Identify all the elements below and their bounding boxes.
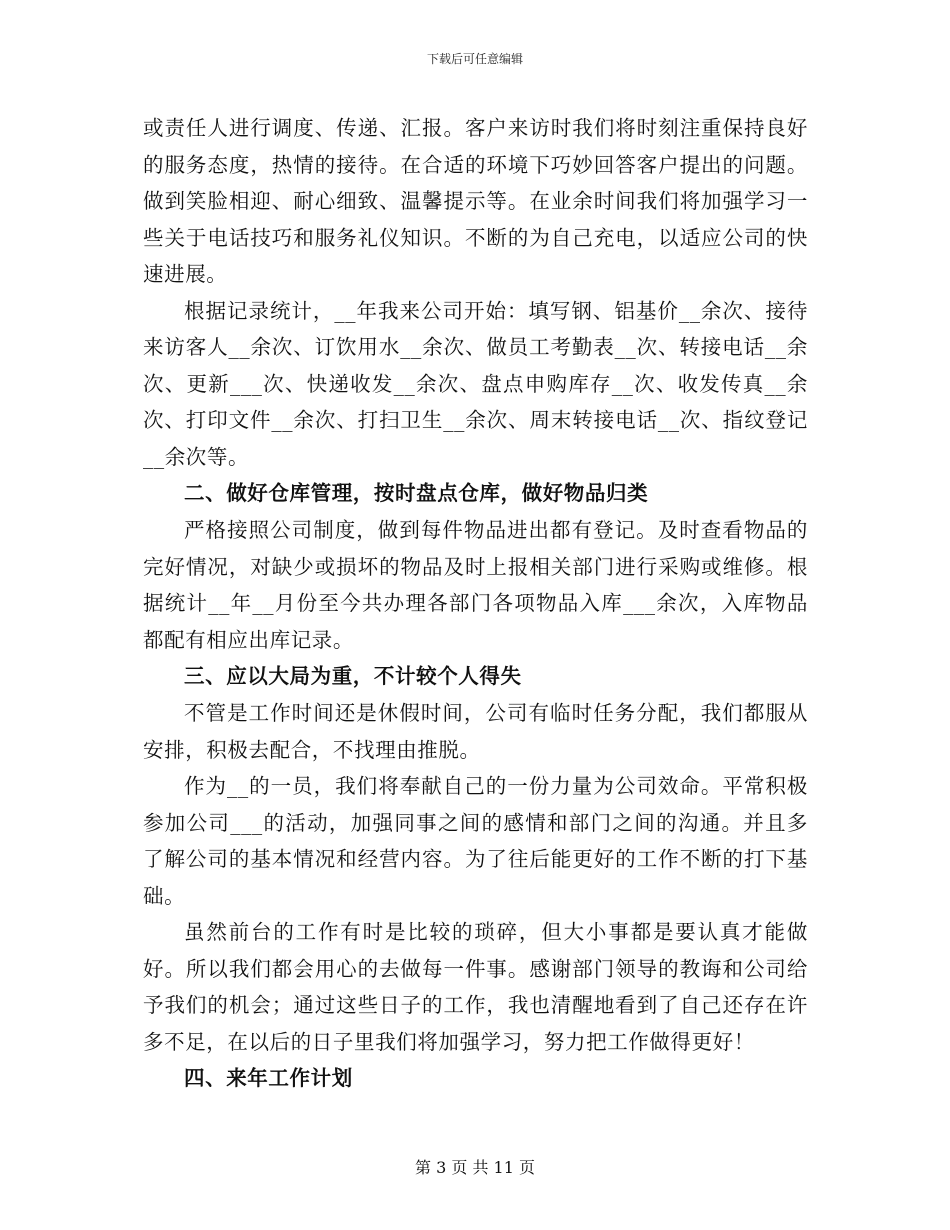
section-heading-warehouse: 二、做好仓库管理，按时盘点仓库，做好物品归类 xyxy=(184,481,649,505)
section-heading-big-picture: 三、应以大局为重，不计较个人得失 xyxy=(184,664,522,688)
document-body xyxy=(143,110,808,1097)
page-number-footer: 第 3 页 共 11 页 xyxy=(415,1158,535,1177)
paragraph-company-member: 作为__的一员，我们将奉献自己的一份力量为公司效命。平常积极参加公司___的活动，加强同事之间的感情和部门之间的沟通。并且多了解公司的基本情况和经营内容。为了往后能更好的工作不断的打下基础。 xyxy=(143,774,808,908)
paragraph-work-statistics: 根据记录统计，__年我来公司开始：填写钢、铝基价__余次、接待来访客人__余次、订饮用水__余次、做员工考勤表__次、转接电话__余次、更新___次、快递收发__余次、盘点申购库存__次、收发传真__余次、打印文件__余次、打扫卫生__余次、周末转接电话__次、指纹登记__余次等。 xyxy=(143,298,808,469)
paragraph-obey-arrangements: 不管是工作时间还是休假时间，公司有临时任务分配，我们都服从安排，积极去配合，不找理由推脱。 xyxy=(143,701,808,762)
paragraph-reception-duties: 或责任人进行调度、传递、汇报。客户来访时我们将时刻注重保持良好的服务态度，热情的接待。在合适的环境下巧妙回答客户提出的问题。做到笑脸相迎、耐心细致、温馨提示等。在业余时间我们将加强学习一些关于电话技巧和服务礼仪知识。不断的为自己充电，以适应公司的快速进展。 xyxy=(143,116,808,286)
page-header: 下载后可任意编辑 xyxy=(426,52,523,66)
paragraph-reflection: 虽然前台的工作有时是比较的琐碎，但大小事都是要认真才能做好。所以我们都会用心的去做每一件事。感谢部门领导的教诲和公司给予我们的机会；通过这些日子的工作，我也清醒地看到了自己还存在许多不足，在以后的日子里我们将加强学习，努力把工作做得更好！ xyxy=(143,920,808,1054)
paragraph-warehouse-management: 严格接照公司制度，做到每件物品进出都有登记。及时查看物品的完好情况，对缺少或损坏的物品及时上报相关部门进行采购或维修。根据统计__年__月份至今共办理各部门各项物品入库___余次，入库物品都配有相应出库记录。 xyxy=(143,518,808,652)
section-heading-next-year-plan: 四、来年工作计划 xyxy=(184,1066,353,1090)
